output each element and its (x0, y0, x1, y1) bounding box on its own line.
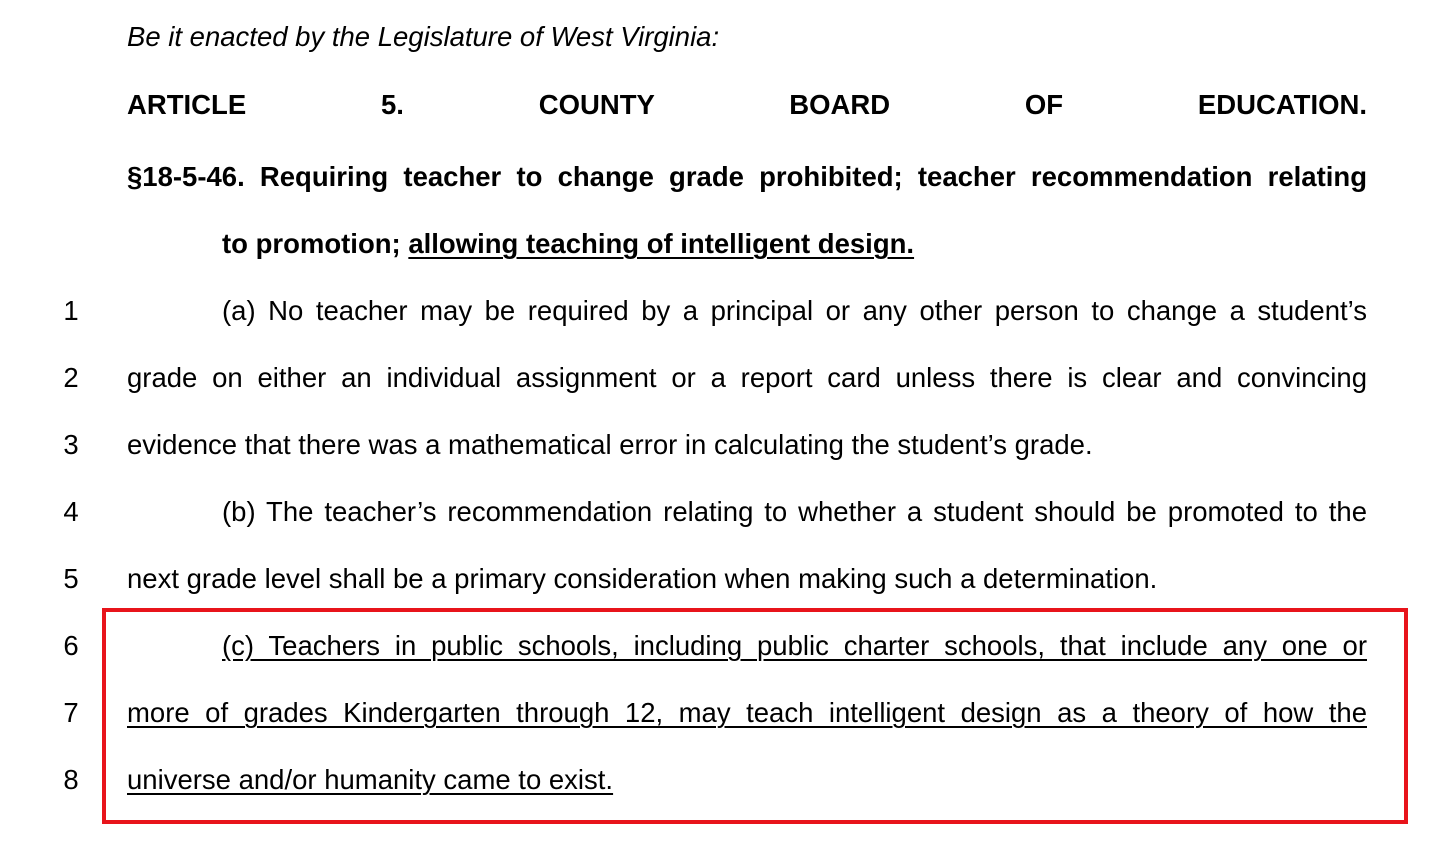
section-heading-inserted-text: allowing teaching of intelligent design. (408, 228, 915, 259)
body-line: (b) The teacher’s recommendation relating to whether a student should be promoted to the (222, 496, 1367, 527)
body-line: next grade level shall be a primary consideration when making such a determination. (127, 563, 1158, 594)
line-number: 2 (63, 362, 79, 393)
section-heading-line-2 (222, 227, 1367, 261)
enacting-clause: Be it enacted by the Legislature of West Virginia: (127, 21, 720, 52)
line-number: 6 (63, 630, 79, 661)
article-heading: ARTICLE 5. COUNTY BOARD OF EDUCATION. (127, 89, 1367, 120)
line-number: 8 (63, 764, 79, 795)
line-number: 1 (63, 295, 79, 326)
inserted-body-line: more of grades Kindergarten through 12, may teach intelligent design as a theory of how the (127, 697, 1367, 728)
inserted-text: universe and/or humanity came to exist. (127, 764, 614, 795)
inserted-text: (c) Teachers in public schools, including public charter schools, that include any one or (222, 630, 1367, 661)
body-line: evidence that there was a mathematical error in calculating the student’s grade. (127, 429, 1093, 460)
line-number: 4 (63, 496, 79, 527)
section-heading-line-1: §18-5-46. Requiring teacher to change grade prohibited; teacher recommendation relating (127, 161, 1367, 192)
line-number: 3 (63, 429, 79, 460)
body-line: grade on either an individual assignment or a report card unless there is clear and convincing (127, 362, 1367, 393)
section-heading-plain: to promotion; (222, 228, 409, 259)
body-line: (a) No teacher may be required by a principal or any other person to change a student’s (222, 295, 1367, 326)
line-number: 7 (63, 697, 79, 728)
highlight-box (102, 608, 1408, 824)
line-number: 5 (63, 563, 79, 594)
